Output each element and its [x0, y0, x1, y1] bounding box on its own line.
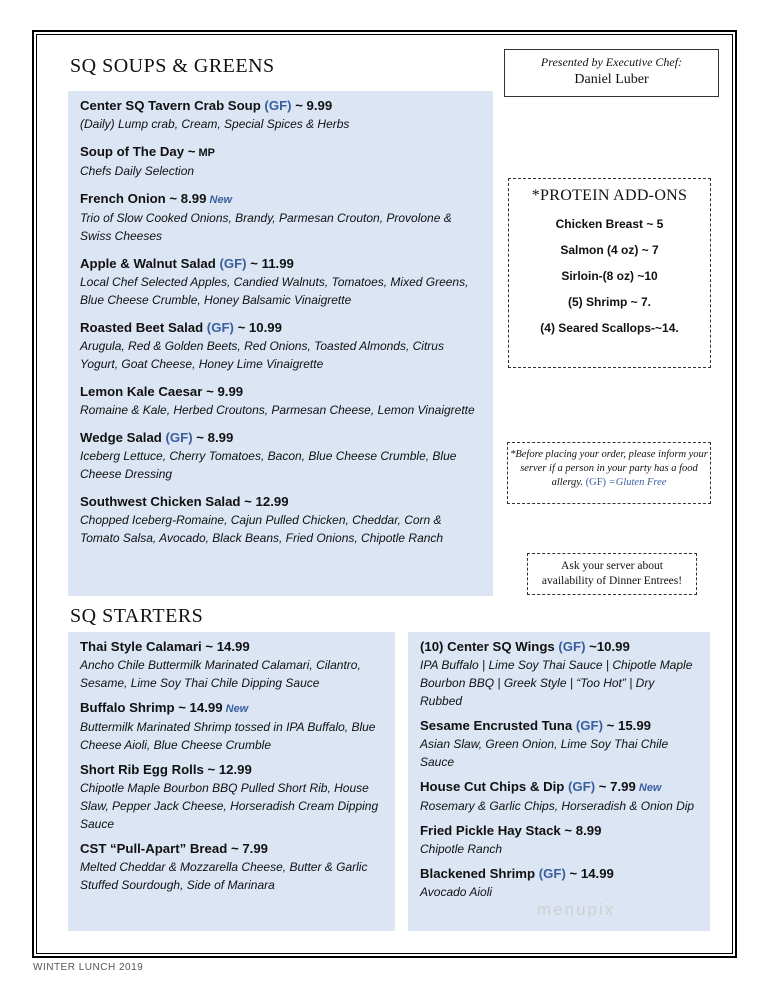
menu-item-title	[80, 493, 481, 511]
menu-item	[80, 190, 481, 245]
menu-item-title	[420, 717, 698, 735]
gluten-free-tag: (GF)	[206, 320, 238, 335]
protein-list	[509, 217, 710, 335]
menu-item-price: ~ 8.99	[564, 823, 602, 838]
allergy-gf: (GF)	[585, 477, 607, 488]
menu-item-description: Avocado Aioli	[420, 885, 493, 899]
menu-item-price: ~ 14.99	[178, 700, 223, 715]
gluten-free-tag: (GF)	[165, 430, 197, 445]
menu-item-name: Short Rib Egg Rolls	[80, 762, 208, 777]
watermark: menupix	[537, 900, 616, 919]
menu-item-title	[80, 840, 383, 858]
starters-left-panel	[68, 632, 395, 931]
protein-item: Chicken Breast ~ 5	[555, 217, 664, 231]
protein-item: Sirloin-(8 oz) ~10	[561, 269, 658, 283]
protein-item: (4) Seared Scallops-~14.	[540, 321, 679, 335]
ask-server-box	[527, 553, 697, 595]
menu-item-title	[420, 638, 698, 656]
menu-item-price: ~ 14.99	[569, 866, 614, 881]
ask-line2: availability of Dinner Entrees!	[541, 575, 683, 587]
menu-item-name: House Cut Chips & Dip	[420, 779, 568, 794]
menu-item	[420, 822, 698, 858]
menu-item-name: Thai Style Calamari	[80, 639, 206, 654]
menu-item-price: ~ 12.99	[244, 494, 289, 509]
menu-item-title	[80, 383, 481, 401]
menu-item-price: ~ 7.99	[230, 841, 268, 856]
menu-item-title	[80, 97, 481, 115]
protein-title: *PROTEIN ADD-ONS	[531, 187, 688, 204]
menu-item-price: ~ 9.99	[295, 98, 333, 113]
market-price-tag: MP	[195, 147, 215, 159]
menu-item-name: French Onion	[80, 191, 170, 206]
protein-addons-box	[508, 178, 711, 368]
starters-right-panel	[408, 632, 710, 931]
menu-item	[80, 255, 481, 309]
menu-item-description: Chipotle Maple Bourbon BBQ Pulled Short Rib, House Slaw, Pepper Jack Cheese, Horseradish Cream Dipping Sauce	[80, 781, 379, 831]
starters-section-title: SQ STARTERS	[70, 605, 204, 627]
menu-item-description: Chipotle Ranch	[420, 842, 503, 856]
menu-item	[80, 429, 481, 483]
menu-item-description: Arugula, Red & Golden Beets, Red Onions, Toasted Almonds, Citrus Yogurt, Goat Cheese, Honey Lime Vinaigrette	[80, 339, 444, 371]
menu-item	[80, 638, 383, 692]
menu-item-price: ~ 12.99	[207, 762, 252, 777]
menu-item-name: CST “Pull-Apart” Bread	[80, 841, 231, 856]
menu-item-title	[80, 699, 383, 718]
gluten-free-tag: (GF)	[219, 256, 251, 271]
new-tag: New	[206, 194, 233, 206]
menu-item-description: Ancho Chile Buttermilk Marinated Calamari, Cilantro, Sesame, Lime Soy Thai Chile Dipping Sauce	[80, 658, 361, 690]
menu-item-name: Buffalo Shrimp	[80, 700, 179, 715]
menu-item	[420, 638, 698, 710]
menu-item-name: Sesame Encrusted Tuna	[420, 718, 576, 733]
menu-item-name: (10) Center SQ Wings	[420, 639, 559, 654]
menu-item	[420, 778, 698, 815]
starters-left-list	[80, 638, 383, 894]
menu-item-title	[80, 255, 481, 273]
menu-item	[80, 761, 383, 833]
menu-item-description: Chopped Iceberg-Romaine, Cajun Pulled Chicken, Cheddar, Corn & Tomato Salsa, Avocado, Black Beans, Fried Onions, Chipotle Ranch	[80, 513, 444, 545]
menu-item-description: Iceberg Lettuce, Cherry Tomatoes, Bacon, Blue Cheese Crumble, Blue Cheese Dressing	[80, 449, 457, 481]
ask-line1: Ask your server about	[561, 560, 663, 572]
menu-item	[80, 493, 481, 547]
menu-item-price: ~	[187, 144, 196, 159]
menu-item-price: ~ 9.99	[206, 384, 244, 399]
menu-item-name: Southwest Chicken Salad	[80, 494, 245, 509]
menu-item-price: ~10.99	[589, 639, 630, 654]
allergy-notice-box	[507, 442, 711, 504]
menu-item-description: Asian Slaw, Green Onion, Lime Soy Thai Chile Sauce	[420, 737, 669, 769]
menu-item-name: Soup of The Day	[80, 144, 188, 159]
menu-item-description: IPA Buffalo | Lime Soy Thai Sauce | Chipotle Maple Bourbon BBQ | Greek Style | “Too Hot” | Dry Rubbed	[420, 658, 693, 708]
menu-item	[80, 840, 383, 894]
menu-item-price: ~ 8.99	[169, 191, 207, 206]
menu-item	[420, 717, 698, 771]
menu-item-price: ~ 10.99	[237, 320, 282, 335]
menu-item-price: ~ 15.99	[606, 718, 652, 733]
soups-list	[80, 97, 481, 547]
gluten-free-tag: (GF)	[264, 98, 296, 113]
menu-item-name: Fried Pickle Hay Stack	[420, 823, 565, 838]
menu-item-title	[420, 778, 698, 797]
menu-item-title	[80, 319, 481, 337]
menu-item-title	[80, 429, 481, 447]
protein-item: Salmon (4 oz) ~ 7	[560, 243, 659, 257]
menu-item	[80, 319, 481, 373]
menu-item-description: Local Chef Selected Apples, Candied Walnuts, Tomatoes, Mixed Greens, Blue Cheese Crumble, Honey Balsamic Vinaigrette	[80, 275, 469, 307]
footer-label: WINTER LUNCH 2019	[33, 962, 144, 973]
menu-item-title	[80, 143, 481, 162]
chef-name: Daniel Luber	[574, 72, 649, 87]
menu-item-description: Chefs Daily Selection	[80, 164, 195, 178]
menu-item-name: Wedge Salad	[80, 430, 166, 445]
new-tag: New	[222, 703, 249, 715]
menu-item-title	[420, 822, 698, 840]
menu-item-description: Buttermilk Marinated Shrimp tossed in IPA Buffalo, Blue Cheese Aioli, Blue Cheese Crumble	[80, 720, 376, 752]
menu-item-description: Rosemary & Garlic Chips, Horseradish & Onion Dip	[420, 799, 695, 813]
soups-section-title: SQ SOUPS & GREENS	[70, 55, 275, 77]
menu-item	[80, 383, 481, 419]
soups-panel	[68, 91, 493, 596]
gluten-free-tag: (GF)	[575, 718, 607, 733]
new-tag: New	[635, 782, 662, 794]
menu-item-title	[80, 190, 481, 209]
menu-item-name: Lemon Kale Caesar	[80, 384, 207, 399]
menu-item-name: Apple & Walnut Salad	[80, 256, 220, 271]
menu-item-name: Center SQ Tavern Crab Soup	[80, 98, 265, 113]
menu-item-name: Roasted Beet Salad	[80, 320, 207, 335]
menu-item-description: (Daily) Lump crab, Cream, Special Spices & Herbs	[80, 117, 350, 131]
menu-item	[80, 699, 383, 754]
gluten-free-tag: (GF)	[568, 779, 599, 794]
menu-item-title	[80, 638, 383, 656]
menu-item-price: ~ 11.99	[250, 256, 294, 271]
menu-item-title	[80, 761, 383, 779]
menu-item-price: ~ 14.99	[205, 639, 250, 654]
allergy-gf-label: =Gluten Free	[608, 477, 667, 488]
menu-item-name: Blackened Shrimp	[420, 866, 539, 881]
menu-item	[80, 97, 481, 133]
menu-item	[80, 143, 481, 180]
menu-item-description: Trio of Slow Cooked Onions, Brandy, Parmesan Crouton, Provolone & Swiss Cheeses	[80, 211, 452, 243]
allergy-text: *Before placing your order, please inform your server if a person in your party has a food allergy.	[510, 449, 708, 488]
menu-item-description: Melted Cheddar & Mozzarella Cheese, Butter & Garlic Stuffed Sourdough, Side of Marinara	[80, 860, 368, 892]
menu-item-price: ~ 7.99	[598, 779, 636, 794]
menu-item-title	[420, 865, 698, 883]
gluten-free-tag: (GF)	[538, 866, 570, 881]
menu-item-description: Romaine & Kale, Herbed Croutons, Parmesan Cheese, Lemon Vinaigrette	[80, 403, 475, 417]
starters-right-list	[420, 638, 698, 901]
chef-box-line1: Presented by Executive Chef:	[540, 55, 683, 69]
menu-item-price: ~ 8.99	[196, 430, 234, 445]
menu-item	[420, 865, 698, 901]
protein-item: (5) Shrimp ~ 7.	[567, 295, 652, 309]
chef-box	[504, 49, 719, 97]
gluten-free-tag: (GF)	[558, 639, 590, 654]
